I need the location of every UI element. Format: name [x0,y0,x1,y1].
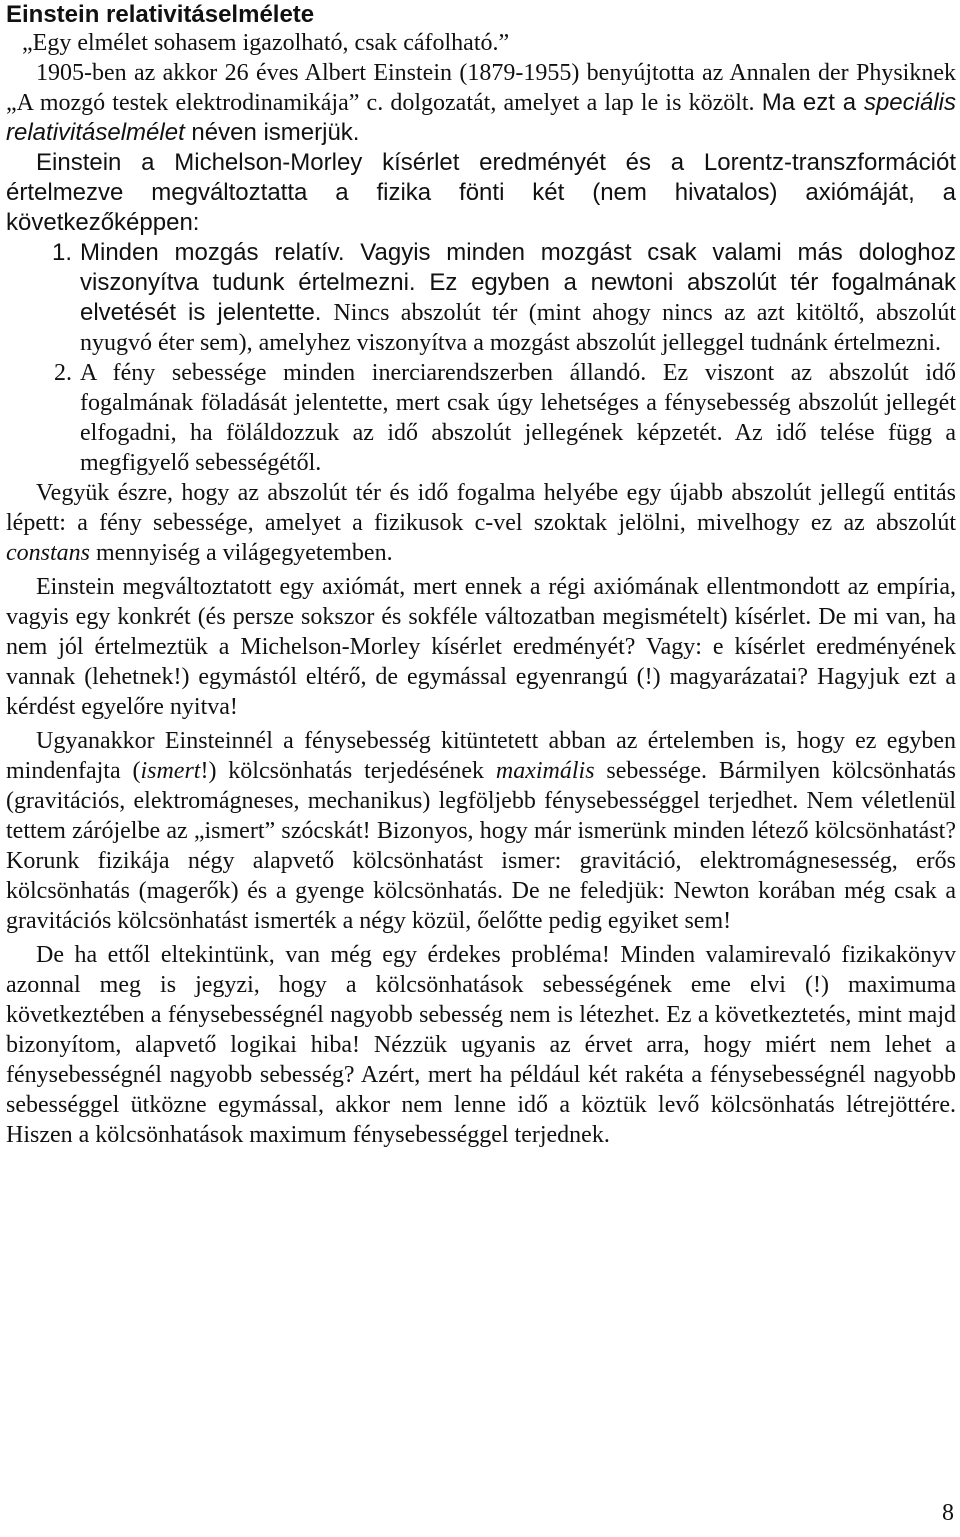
list-item [6,238,956,358]
intro-emphasis: speciális relativitáselmélet [6,89,956,146]
body-paragraph: De ha ettől eltekintünk, van még egy érdekes probléma! Minden valamirevaló fizikakönyv azonnal meg is jegyzi, hogy a kölcsönhatások sebességének eme elvi (!) maximuma következtében a fénysebességnél nagyobb sebesség nem is létezhet. Ez a következtetés, mint majd bizonyítom, alapvető logikai hiba! Nézzük ugyanis az érvet arra, hogy miért nem lehet a fénysebességnél nagyobb sebesség? Azért, mert ha például két rakéta a fénysebességnél nagyobb sebességgel ütközne egymással, akkor nem lenne idő a köztük levő kölcsönhatás létrejöttére. Hiszen a kölcsönhatások maximum fénysebességgel terjednek. [6,942,956,1148]
list-item-body: A fény sebessége minden inerciarendszerben állandó. Ez viszont az abszolút idő fogalmának föladását jelentette, mert csak úgy lehetséges a fénysebesség abszolút jellegét elfogadni, ha föláldozzuk az idő abszolút jellegének képzetét. Az idő telése függ a megfigyelő sebességétől. [80,360,956,476]
para3-text: Ugyanakkor Einsteinnél a fénysebesség kitüntetett abban az értelemben is, hogy ez egyben mindenfajta ( [6,728,956,784]
intro-paragraph [6,58,956,148]
body-paragraph [6,722,956,936]
body-paragraph: Einstein megváltoztatott egy axiómát, mert ennek a régi axiómának ellentmondott az empíria, vagyis egy konkrét (és persze sokszor és sokféle változatban megismételt) kísérlet. De mi van, ha nem jól értelmeztük a Michelson-Morley kísérlet eredményét? Vagy: e kísérlet eredményének vannak (lehetnek!) egymástól eltérő, de egymással egyenrangú (!) magyarázatai? Hagyjuk ezt a kérdést egyelőre nyitva! [6,574,956,720]
para3-emphasis-1: ismert [140,758,201,784]
list-item-body [80,238,956,358]
para1-emphasis: constans [6,540,90,566]
page-number: 8 [942,1500,954,1526]
list-number: 2. [54,360,72,386]
page-title: Einstein relativitáselmélete [6,1,315,28]
para3-text-3: sebessége. Bármilyen kölcsönhatás (gravitációs, elektromágneses, mechanikus) legföljebb fénysebességgel terjedhet. Nem véletlenül tettem zárójelbe az „ismert” szócskát! Bizonyos, hogy már ismerünk minden létező kölcsönhatást? Korunk fizikája négy alapvető kölcsönhatást ismer: gravitáció, elektromágnesesség, erős kölcsönhatás (magerők) és a gyenge kölcsönhatás. De ne feledjük: Newton korában még csak a gravitációs kölcsönhatást ismerték a négy közül, őelőtte pedig egyiket sem! [6,758,956,934]
item1-text: Minden mozgás relatív. Vagyis minden mozgást csak valami más dologhoz viszonyítva tudunk értelmezni. Ez egyben a newtoni abszolút tér fogalmának elvetését is jelentette. [80,239,956,326]
item1-text-b: Nincs abszolút tér (mint ahogy nincs az azt kitöltő, abszolút nyugvó éter sem), amelyhez viszonyítva a mozgást abszolút jelleggel tudnánk értelmezni. [80,300,956,356]
list-item [6,358,956,478]
para1-text: Vegyük észre, hogy az abszolút tér és idő fogalma helyébe egy újabb abszolút jellegű entitás lépett: a fény sebessége, amelyet a fizikusok c-vel szoktak jelölni, mivelhogy ez az abszolút [6,480,956,536]
intro-text: 1905-ben az akkor 26 éves Albert Einstein (1879-1955) benyújtotta az Annalen der Physiknek „A mozgó testek elektrodinamikája” c. dolgozatát, amelyet a lap le is közölt. [6,60,956,116]
para3-text-2: !) kölcsönhatás terjedésének [200,758,496,784]
axiom-intro-paragraph: Einstein a Michelson-Morley kísérlet eredményét és a Lorentz-transzformációt értelmezve megváltoztatta a fizika fönti két (nem hivatalos) axiómáját, a következőképpen: [6,149,956,236]
para3-emphasis-2: maximális [495,758,595,784]
intro-text-2c: néven ismerjük. [184,119,360,146]
intro-text-2a: Ma ezt a [761,89,864,116]
para1-text-end: mennyiség a világegyetemben. [90,540,393,566]
list-number: 1. [51,239,72,266]
epigraph-quote: „Egy elmélet sohasem igazolható, csak cáfolható.” [22,30,510,56]
body-paragraph [6,478,956,568]
document-page [6,0,956,1150]
